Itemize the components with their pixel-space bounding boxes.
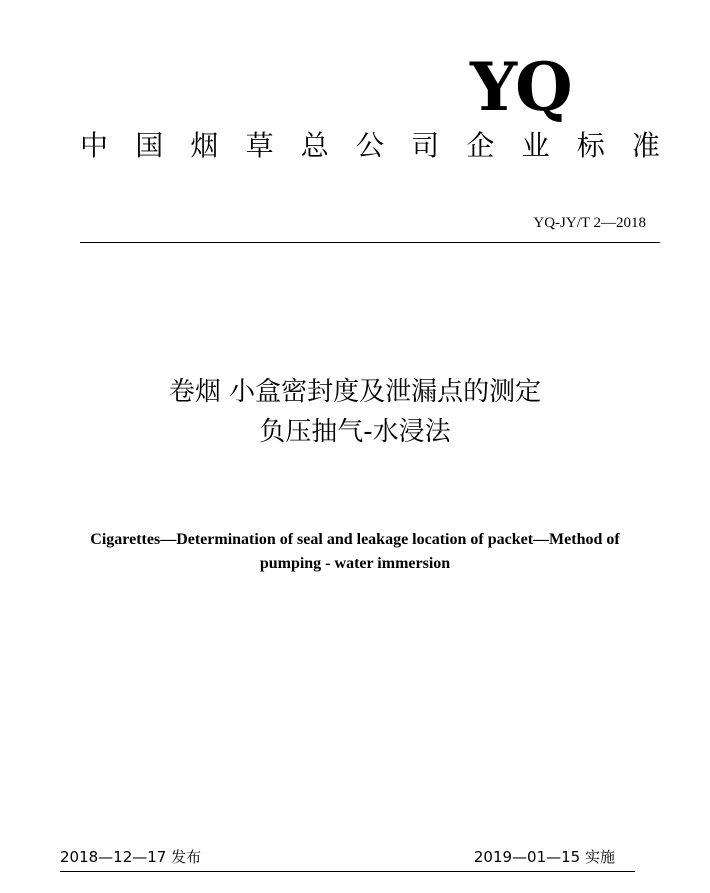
org-char: 业 xyxy=(521,129,550,162)
english-title-line-1: Cigarettes—Determination of seal and leakage location of packet—Method of xyxy=(90,531,620,548)
org-char: 草 xyxy=(245,129,274,162)
org-char: 国 xyxy=(135,129,164,162)
footer-divider xyxy=(60,871,635,872)
chinese-title-line-1: 卷烟 小盒密封度及泄漏点的测定 xyxy=(168,377,542,407)
yq-logo: YQ xyxy=(470,48,571,126)
org-char: 标 xyxy=(576,129,605,162)
english-title xyxy=(40,528,670,576)
organization-name xyxy=(80,124,660,168)
chinese-title xyxy=(0,372,710,452)
chinese-title-line-2: 负压抽气-水浸法 xyxy=(259,417,451,447)
org-char: 准 xyxy=(631,129,660,162)
org-char: 司 xyxy=(411,129,440,162)
standard-code: YQ-JY/T 2—2018 xyxy=(533,215,646,231)
issue-date: 2018—12—17 发布 xyxy=(60,848,202,866)
org-char: 公 xyxy=(355,129,384,162)
org-char: 烟 xyxy=(190,129,219,162)
implementation-date: 2019—01—15 实施 xyxy=(473,848,615,866)
org-char: 总 xyxy=(300,129,329,162)
header-divider xyxy=(80,242,660,243)
english-title-line-2: pumping - water immersion xyxy=(259,555,451,572)
org-char: 中 xyxy=(80,129,109,162)
org-char: 企 xyxy=(466,129,495,162)
